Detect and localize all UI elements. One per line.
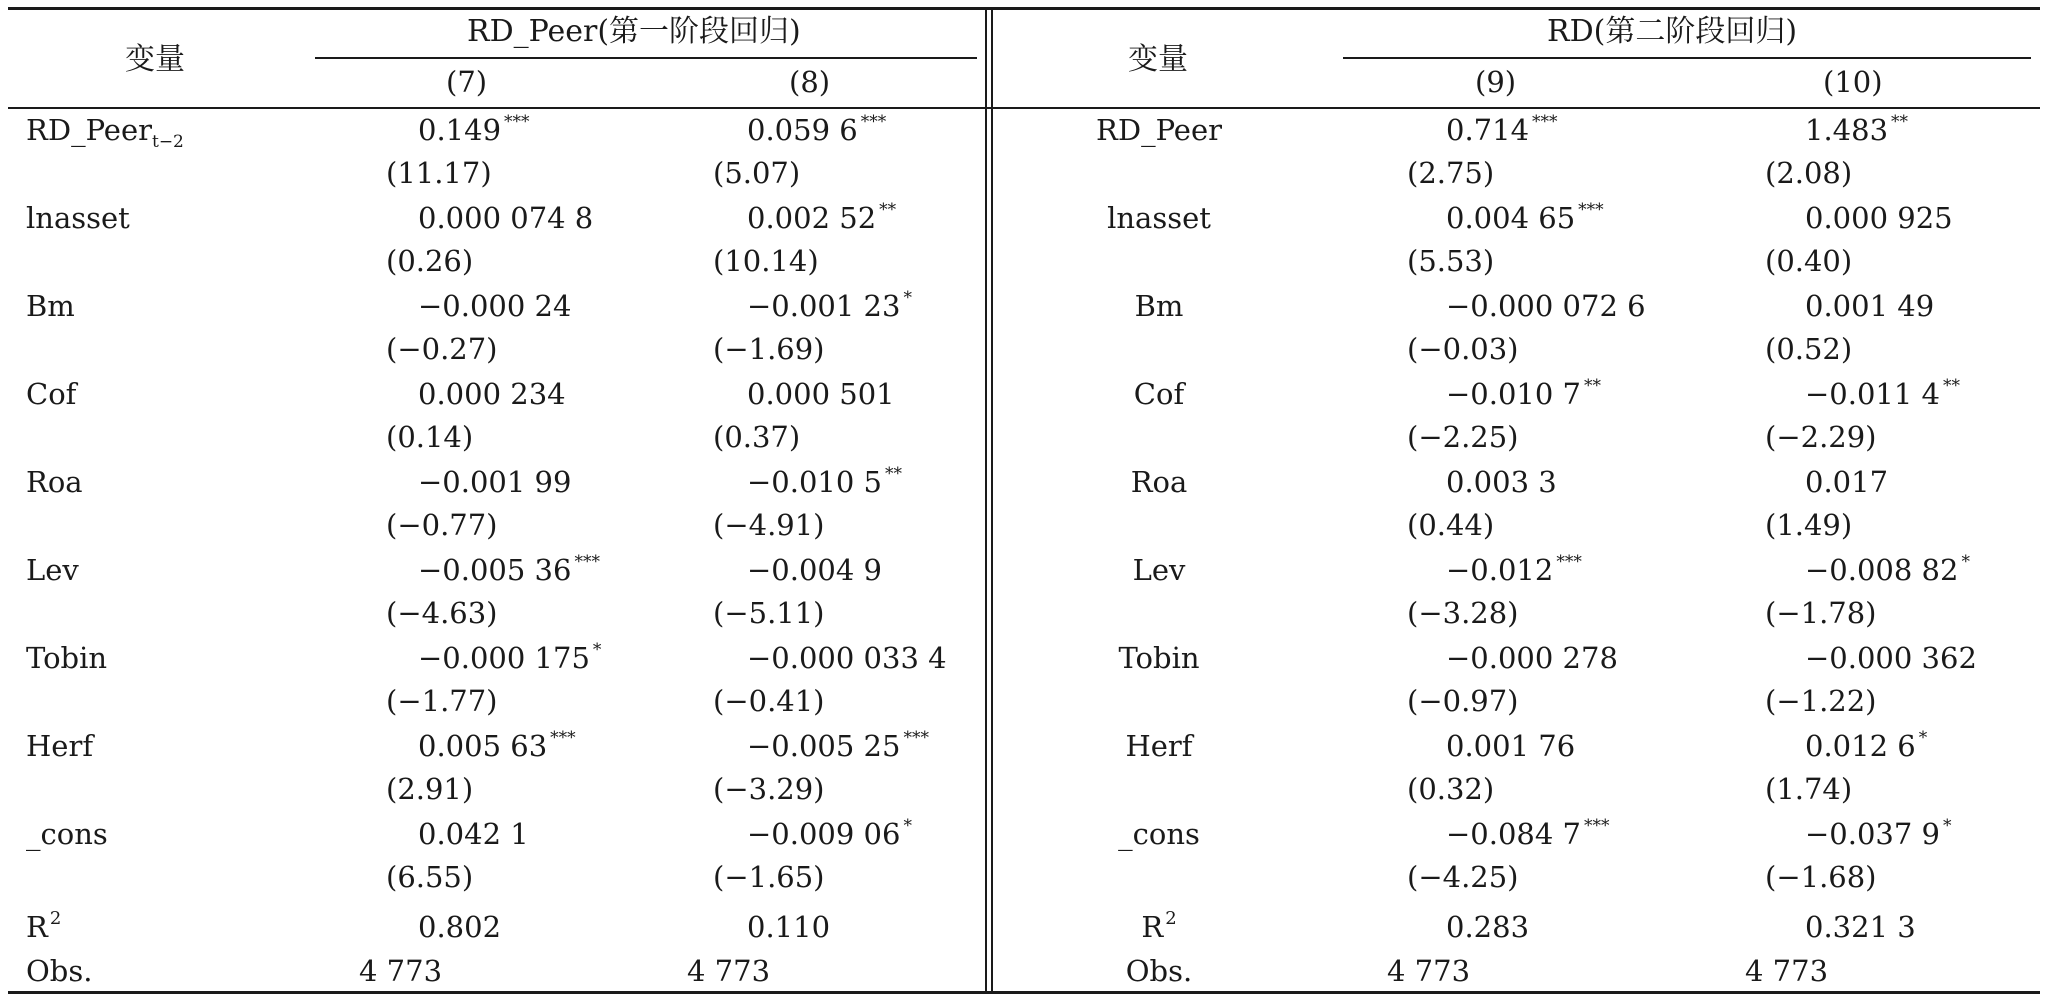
right-signif-stars-a: *** bbox=[1556, 552, 1582, 572]
left-variable-header: 变量 bbox=[125, 42, 185, 77]
left-coef-col-a: 0.005 63 *** bbox=[418, 728, 576, 763]
left-tstat-col-a: (11.17) bbox=[386, 156, 492, 190]
left-signif-stars-a: *** bbox=[504, 112, 530, 132]
right-coef-col-b: −0.011 4 ** bbox=[1805, 376, 1960, 411]
left-tstat-col-b: (−0.41) bbox=[713, 684, 825, 718]
left-coef-col-b: 0.059 6 *** bbox=[747, 112, 887, 147]
right-group-header: RD(第二阶段回归) bbox=[1547, 14, 1798, 49]
right-tstat-col-a: (−4.25) bbox=[1407, 860, 1519, 894]
panel-divider-2 bbox=[991, 7, 993, 994]
right-r2-col-a: 0.283 bbox=[1446, 910, 1530, 944]
right-coef-col-a: −0.000 278 bbox=[1446, 641, 1618, 675]
left-tstat-col-b: (10.14) bbox=[713, 244, 819, 278]
right-signif-stars-b: * bbox=[1943, 816, 1952, 836]
left-r2-superscript: 2 bbox=[49, 908, 62, 929]
left-coef-col-b: 0.002 52 ** bbox=[747, 200, 897, 235]
left-coef-col-a: −0.000 24 bbox=[418, 289, 572, 323]
left-variable-name: Lev bbox=[26, 553, 79, 587]
right-variable-name: Lev bbox=[1132, 553, 1186, 587]
left-tstat-col-a: (0.14) bbox=[386, 420, 474, 454]
bottom-rule bbox=[8, 991, 2040, 994]
right-signif-stars-b: * bbox=[1961, 552, 1970, 572]
right-signif-stars-a: *** bbox=[1578, 200, 1604, 220]
right-obs-col-a: 4 773 bbox=[1387, 954, 1471, 988]
left-tstat-col-a: (6.55) bbox=[386, 860, 474, 894]
right-coef-col-b: 1.483 ** bbox=[1805, 112, 1909, 147]
right-obs-label: Obs. bbox=[1125, 954, 1193, 988]
left-tstat-col-a: (−4.63) bbox=[386, 596, 498, 630]
panel-divider-1 bbox=[985, 7, 987, 994]
left-tstat-col-b: (−3.29) bbox=[713, 772, 825, 806]
left-tstat-col-a: (2.91) bbox=[386, 772, 474, 806]
right-variable-name: Tobin bbox=[1118, 641, 1200, 675]
right-coef-col-b: −0.037 9 * bbox=[1805, 816, 1952, 851]
right-coef-col-a: 0.004 65 *** bbox=[1446, 200, 1604, 235]
right-coef-col-b: 0.012 6 * bbox=[1805, 728, 1928, 763]
right-signif-stars-a: *** bbox=[1584, 816, 1610, 836]
left-coef-col-b: 0.000 501 bbox=[747, 377, 895, 411]
left-tstat-col-b: (−5.11) bbox=[713, 596, 825, 630]
right-variable-name: Roa bbox=[1130, 465, 1188, 499]
left-coef-col-b: −0.010 5 ** bbox=[747, 464, 902, 499]
left-tstat-col-a: (−0.77) bbox=[386, 508, 498, 542]
left-signif-stars-a: *** bbox=[550, 728, 576, 748]
left-coef-col-b: −0.004 9 bbox=[747, 553, 882, 587]
header-mid-rule-right bbox=[1343, 57, 2031, 59]
right-tstat-col-a: (5.53) bbox=[1407, 244, 1495, 278]
right-obs-col-b: 4 773 bbox=[1745, 954, 1829, 988]
right-tstat-col-a: (0.44) bbox=[1407, 508, 1495, 542]
right-tstat-col-b: (−1.22) bbox=[1765, 684, 1877, 718]
left-variable-name: Bm bbox=[26, 289, 75, 323]
left-tstat-col-b: (−1.69) bbox=[713, 332, 825, 366]
right-variable-name: Cof bbox=[1133, 377, 1185, 411]
right-coef-col-a: 0.714 *** bbox=[1446, 112, 1558, 147]
right-tstat-col-a: (−0.97) bbox=[1407, 684, 1519, 718]
right-variable-name: Herf bbox=[1125, 729, 1193, 763]
right-variable-name: lnasset bbox=[1107, 201, 1211, 235]
right-coef-col-a: 0.003 3 bbox=[1446, 465, 1557, 499]
right-signif-stars-b: ** bbox=[1891, 112, 1909, 132]
left-r2-col-a: 0.802 bbox=[418, 910, 502, 944]
right-tstat-col-b: (0.40) bbox=[1765, 244, 1853, 278]
right-tstat-col-a: (−2.25) bbox=[1407, 420, 1519, 454]
header-mid-rule-left bbox=[315, 57, 977, 59]
left-variable-name: lnasset bbox=[26, 201, 130, 235]
right-coef-col-b: 0.017 bbox=[1805, 465, 1889, 499]
left-variable-name: _cons bbox=[26, 817, 108, 851]
right-variable-header: 变量 bbox=[1128, 42, 1188, 77]
left-variable-name: RD_Peer$_{t-2}$ bbox=[26, 113, 184, 152]
right-variable-name: RD_Peer bbox=[1096, 113, 1222, 147]
left-coef-col-b: −0.000 033 4 bbox=[747, 641, 947, 675]
left-signif-stars-a: * bbox=[592, 640, 602, 660]
right-col-a-header: (9) bbox=[1475, 65, 1517, 99]
left-coef-col-a: 0.000 074 8 bbox=[418, 201, 594, 235]
right-coef-col-b: 0.001 49 bbox=[1805, 289, 1935, 323]
right-coef-col-b: −0.008 82 * bbox=[1805, 552, 1970, 587]
right-signif-stars-a: ** bbox=[1584, 376, 1601, 396]
left-col-b-header: (8) bbox=[789, 65, 831, 99]
right-signif-stars-a: *** bbox=[1532, 112, 1558, 132]
right-tstat-col-b: (−1.68) bbox=[1765, 860, 1877, 894]
right-col-b-header: (10) bbox=[1823, 65, 1883, 99]
right-coef-col-a: −0.000 072 6 bbox=[1446, 289, 1646, 323]
right-coef-col-b: −0.000 362 bbox=[1805, 641, 1977, 675]
right-tstat-col-b: (0.52) bbox=[1765, 332, 1853, 366]
right-coef-col-a: −0.010 7 ** bbox=[1446, 376, 1601, 411]
right-tstat-col-b: (2.08) bbox=[1765, 156, 1853, 190]
right-coef-col-a: −0.012 *** bbox=[1446, 552, 1582, 587]
left-coef-col-a: 0.000 234 bbox=[418, 377, 566, 411]
left-signif-stars-b: *** bbox=[903, 728, 929, 748]
left-coef-col-a: −0.005 36 *** bbox=[418, 552, 600, 587]
left-tstat-col-b: (0.37) bbox=[713, 420, 801, 454]
left-coef-col-a: 0.149 *** bbox=[418, 112, 530, 147]
right-tstat-col-a: (−0.03) bbox=[1407, 332, 1519, 366]
left-coef-col-b: −0.001 23 * bbox=[747, 288, 912, 323]
right-tstat-col-a: (−3.28) bbox=[1407, 596, 1519, 630]
right-r2-col-b: 0.321 3 bbox=[1805, 910, 1916, 944]
header-bottom-rule bbox=[8, 107, 2040, 109]
right-coef-col-b: 0.000 925 bbox=[1805, 201, 1953, 235]
left-r2-label: R $^2$ bbox=[26, 908, 62, 944]
right-tstat-col-b: (−1.78) bbox=[1765, 596, 1877, 630]
right-r2-label: R $^2$ bbox=[1141, 908, 1177, 944]
right-tstat-col-b: (1.74) bbox=[1765, 772, 1853, 806]
right-tstat-col-b: (−2.29) bbox=[1765, 420, 1877, 454]
left-variable-name: Roa bbox=[26, 465, 83, 499]
right-signif-stars-b: ** bbox=[1943, 376, 1960, 396]
left-col-a-header: (7) bbox=[446, 65, 488, 99]
left-coef-col-a: 0.042 1 bbox=[418, 817, 529, 851]
left-variable-name: Cof bbox=[26, 377, 77, 411]
left-group-header: RD_Peer(第一阶段回归) bbox=[467, 14, 801, 49]
left-obs-col-b: 4 773 bbox=[687, 954, 771, 988]
left-signif-stars-b: * bbox=[903, 816, 912, 836]
left-variable-name: Tobin bbox=[26, 641, 108, 675]
left-variable-subscript: t−2 bbox=[151, 132, 184, 152]
left-coef-col-b: −0.009 06 * bbox=[747, 816, 912, 851]
left-tstat-col-b: (5.07) bbox=[713, 156, 801, 190]
left-coef-col-a: −0.000 175 * bbox=[418, 640, 602, 675]
left-variable-name: Herf bbox=[26, 729, 94, 763]
right-tstat-col-b: (1.49) bbox=[1765, 508, 1853, 542]
right-coef-col-a: −0.084 7 *** bbox=[1446, 816, 1610, 851]
left-coef-col-b: −0.005 25 *** bbox=[747, 728, 929, 763]
left-obs-col-a: 4 773 bbox=[359, 954, 443, 988]
left-tstat-col-b: (−1.65) bbox=[713, 860, 825, 894]
left-tstat-col-a: (−0.27) bbox=[386, 332, 498, 366]
right-variable-name: Bm bbox=[1134, 289, 1184, 323]
right-tstat-col-a: (2.75) bbox=[1407, 156, 1495, 190]
left-signif-stars-a: *** bbox=[574, 552, 600, 572]
left-signif-stars-b: ** bbox=[879, 200, 897, 220]
left-coef-col-a: −0.001 99 bbox=[418, 465, 572, 499]
left-signif-stars-b: ** bbox=[885, 464, 902, 484]
left-tstat-col-a: (−1.77) bbox=[386, 684, 498, 718]
left-obs-label: Obs. bbox=[26, 954, 93, 988]
right-tstat-col-a: (0.32) bbox=[1407, 772, 1495, 806]
right-variable-name: _cons bbox=[1118, 817, 1200, 851]
left-tstat-col-a: (0.26) bbox=[386, 244, 474, 278]
right-r2-superscript: 2 bbox=[1165, 908, 1177, 929]
left-signif-stars-b: * bbox=[903, 288, 912, 308]
right-coef-col-a: 0.001 76 bbox=[1446, 729, 1576, 763]
left-tstat-col-b: (−4.91) bbox=[713, 508, 825, 542]
left-r2-col-b: 0.110 bbox=[747, 910, 831, 944]
right-signif-stars-b: * bbox=[1918, 728, 1928, 748]
top-rule bbox=[8, 7, 2040, 10]
left-signif-stars-b: *** bbox=[860, 112, 887, 132]
